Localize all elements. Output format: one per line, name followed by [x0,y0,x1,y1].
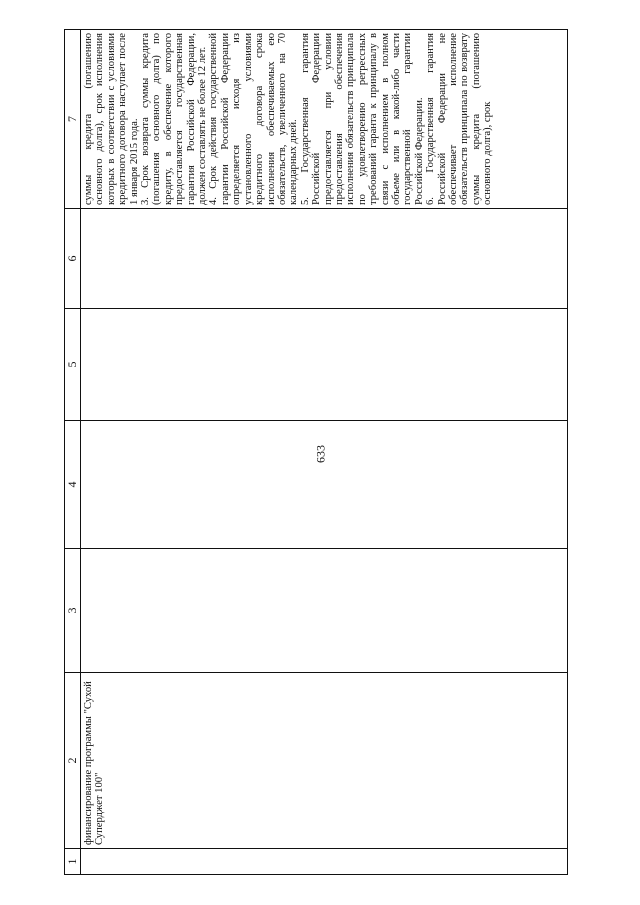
header-col-1: 1 [65,849,81,875]
cell-col-1 [81,849,568,875]
header-col-3: 3 [65,549,81,673]
header-col-7: 7 [65,30,81,209]
header-col-6: 6 [65,209,81,309]
table-header-row [65,30,81,875]
table-row [81,30,568,875]
rotated-table-wrapper [64,30,566,875]
guarantee-table [64,29,568,875]
page-number: 633 [313,445,328,463]
cell-col-6 [81,209,568,309]
header-col-5: 5 [65,309,81,421]
condition-paragraph: 4. Срок действия государственной гарантии Российской Федерации определяется исходя из установленного условиями кредитного договора срока исполнения обеспечиваемых ею обязательств, увеличенного на 70 календарных дней. [208,33,300,205]
cell-col-5 [81,309,568,421]
cell-col-7 [81,30,568,209]
condition-paragraph: 3. Срок возврата суммы кредита (погашения основного долга) по кредиту, в обеспечение которого предоставляется государственная гарантия Российской Федерации, должен составлять не более 12 лет. [140,33,209,205]
condition-paragraph: 5. Государственная гарантия Российской Федерации предоставляется при условии предоставления обеспечения исполнения обязательств принципала по удовлетворению регрессных требований гаранта к принципалу в связи с исполнением в полном объеме или в какой-либо части государственной гарантии Российской Федерации. [299,33,425,205]
cell-col-2 [81,673,568,849]
conditions-text [81,30,496,208]
program-name: финансирование программы "Сухой Суперджет 100" [83,681,106,845]
cell-col-3 [81,549,568,673]
condition-paragraph: суммы кредита (погашению основного долга), срок исполнения которых в соответствии с условиями кредитного договора наступает после 1 января 2015 года. [83,33,140,205]
header-col-2: 2 [65,673,81,849]
condition-paragraph: 6. Государственная гарантия Российской Федерации не обеспечивает исполнение обязательств принципала по возврату суммы кредита (погашению основного долга), срок [425,33,494,205]
cell-col-4 [81,421,568,549]
header-col-4: 4 [65,421,81,549]
